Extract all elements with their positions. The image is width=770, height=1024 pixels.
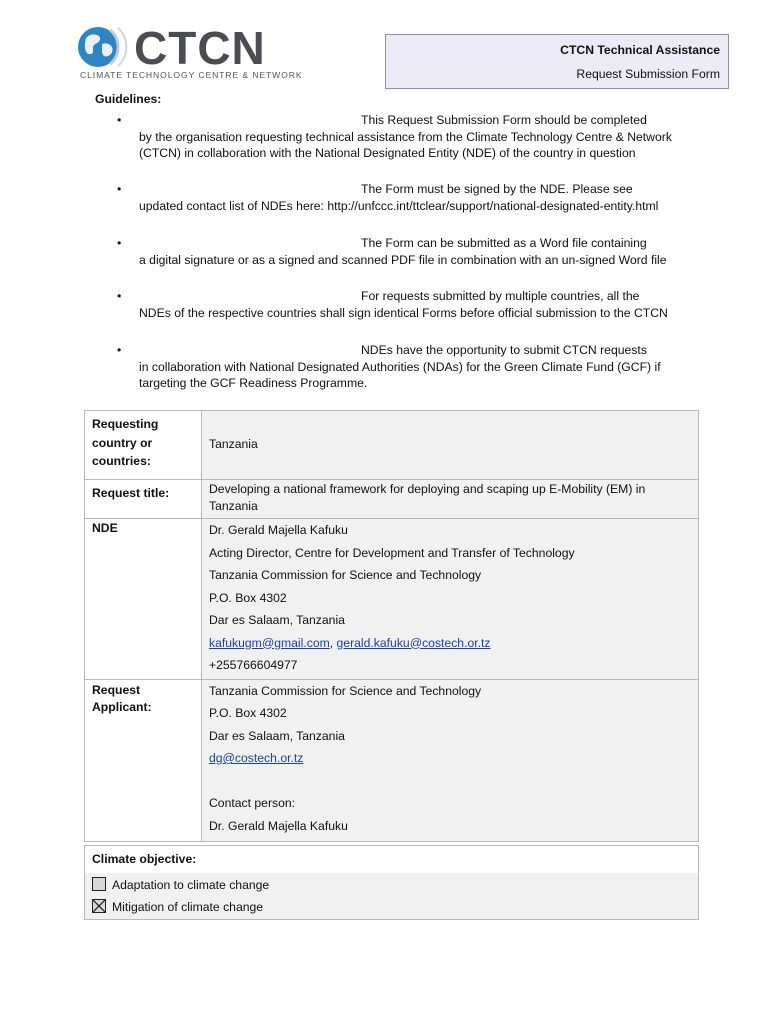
request-title-label: Request title: [85, 480, 202, 519]
guideline-first-line: The Form must be signed by the NDE. Please see [361, 182, 633, 196]
guideline-rest: a digital signature or as a signed and scanned PDF file in combination with an un-signed Word file [139, 252, 667, 267]
nde-phone: +255766604977 [209, 658, 298, 672]
applicant-city: Dar es Salaam, Tanzania [209, 728, 345, 743]
header-title: CTCN Technical Assistance [560, 43, 720, 57]
check-x-icon [93, 900, 105, 912]
applicant-label: Request Applicant: [85, 679, 202, 842]
applicant-email-link[interactable]: dg@costech.or.tz [209, 751, 304, 765]
guideline-first-line: NDEs have the opportunity to submit CTCN requests [361, 343, 647, 357]
guideline-item [117, 112, 679, 162]
mitigation-label: Mitigation of climate change [112, 900, 264, 914]
ctcn-logo [76, 24, 306, 82]
logo-wordmark: CTCN [134, 22, 266, 74]
adaptation-label: Adaptation to climate change [112, 878, 270, 892]
country-label: Requesting country or countries: [85, 411, 202, 480]
request-form-table [84, 410, 699, 842]
nde-label: NDE [85, 519, 202, 680]
bullet: • [117, 289, 122, 303]
country-value[interactable]: Tanzania [202, 411, 699, 480]
guideline-rest: updated contact list of NDEs here: http://unfccc.int/ttclear/support/national-designated-entity.html [139, 198, 659, 213]
bullet: • [117, 236, 122, 250]
header-subtitle: Request Submission Form [576, 67, 720, 81]
table-row [85, 480, 699, 519]
bullet: • [117, 343, 122, 357]
nde-name: Dr. Gerald Majella Kafuku [209, 523, 348, 537]
guideline-first-line: The Form can be submitted as a Word file containing [361, 236, 647, 250]
climate-objective-title: Climate objective: [92, 852, 197, 866]
table-row [85, 519, 699, 680]
nde-position: Acting Director, Centre for Development and Transfer of Technology [209, 545, 575, 560]
applicant-email-row [209, 747, 691, 770]
nde-city: Dar es Salaam, Tanzania [209, 613, 345, 627]
nde-organisation: Tanzania Commission for Science and Technology [209, 568, 482, 582]
guideline-item [117, 288, 679, 321]
nde-email-link-1[interactable]: kafukugm@gmail.com [209, 635, 330, 650]
nde-po-box: P.O. Box 4302 [209, 590, 287, 605]
guideline-item [117, 342, 679, 392]
form-header-box [385, 34, 729, 89]
guidelines-title: Guidelines: [95, 92, 162, 106]
guideline-rest: NDEs of the respective countries shall sign identical Forms before official submission to the CTCN [139, 305, 668, 320]
applicant-organisation: Tanzania Commission for Science and Technology [209, 683, 482, 698]
adaptation-checkbox[interactable] [92, 877, 106, 891]
bullet: • [117, 113, 122, 127]
email-separator: , [329, 635, 337, 650]
guideline-rest: in collaboration with National Designated Authorities (NDAs) for the Green Climate Fund (GCF) if targeting the GCF Readiness Programme. [139, 359, 661, 390]
logo-subtitle: CLIMATE TECHNOLOGY CENTRE & NETWORK [80, 70, 303, 80]
climate-objective-box [84, 845, 699, 920]
globe-icon [76, 24, 132, 70]
table-row [85, 679, 699, 842]
guideline-first-line: This Request Submission Form should be completed [361, 113, 647, 127]
contact-person-label: Contact person: [209, 796, 296, 810]
bullet: • [117, 182, 122, 196]
mitigation-checkbox[interactable] [92, 899, 106, 913]
applicant-value[interactable] [202, 679, 699, 842]
guideline-item [117, 235, 679, 268]
guideline-item [117, 181, 679, 214]
nde-emails [209, 632, 691, 655]
guideline-rest: by the organisation requesting technical assistance from the Climate Technology Centre & Network (CTCN) in collaboration with the National Designated Entity (NDE) of the country in question [139, 129, 672, 160]
spacer [209, 770, 691, 793]
contact-person-name: Dr. Gerald Majella Kafuku [209, 818, 348, 833]
nde-value[interactable] [202, 519, 699, 680]
table-row [85, 411, 699, 480]
nde-email-link-2[interactable]: gerald.kafuku@costech.or.tz [336, 635, 491, 650]
request-title-value[interactable]: Developing a national framework for deploying and scaping up E-Mobility (EM) in Tanzania [202, 480, 699, 519]
applicant-po-box: P.O. Box 4302 [209, 706, 287, 720]
guideline-first-line: For requests submitted by multiple countries, all the [361, 289, 640, 303]
